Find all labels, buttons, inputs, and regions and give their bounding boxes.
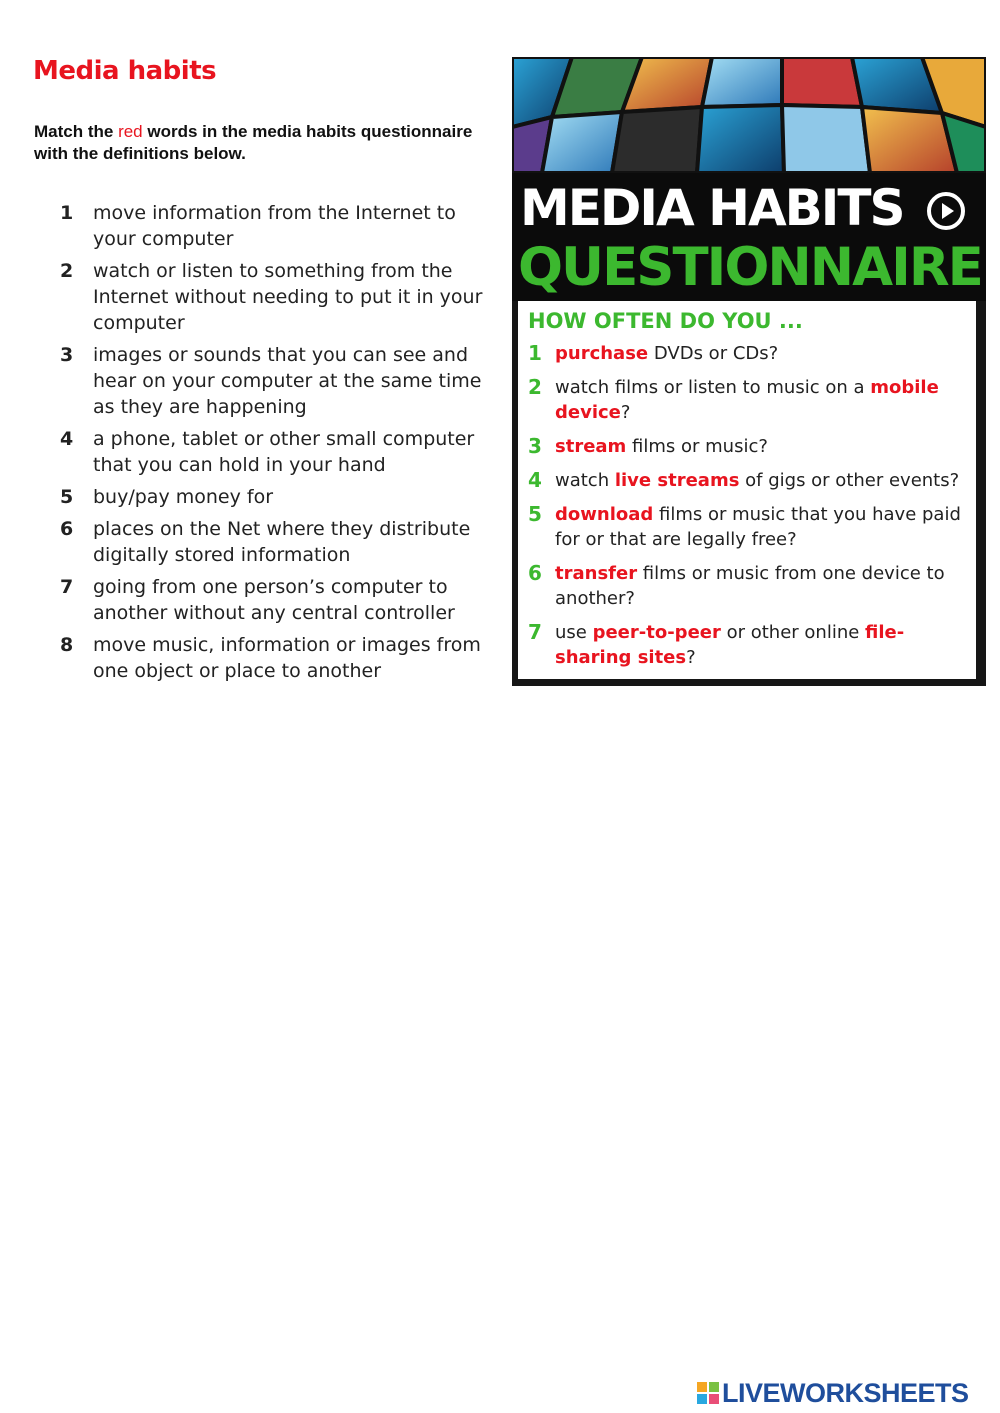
question-keyword: mobile device: [555, 377, 939, 423]
question-text-part: films or music from one device to another?: [555, 563, 945, 609]
question-number: 3: [528, 434, 542, 458]
question-number: 5: [528, 502, 542, 526]
liveworksheets-logo-icon: [697, 1382, 719, 1404]
questions-list: [528, 341, 968, 679]
definition-number: 2: [60, 260, 74, 282]
question-number: 2: [528, 375, 542, 399]
definition-number: 4: [60, 428, 74, 450]
definition-number: 5: [60, 486, 74, 508]
question-item: [528, 502, 968, 552]
definition-text: move music, information or images from one object or place to another: [93, 634, 481, 682]
question-text: [555, 468, 968, 493]
definition-text: a phone, tablet or other small computer that you can hold in your hand: [93, 428, 475, 476]
question-item: [528, 434, 968, 459]
question-text-part: of gigs or other events?: [739, 470, 960, 491]
question-keyword: live streams: [614, 470, 740, 491]
play-icon: [926, 191, 966, 231]
liveworksheets-logo: [697, 1378, 969, 1408]
definition-number: 1: [60, 202, 74, 224]
definition-text: watch or listen to something from the Internet without needing to put it in your computer: [93, 260, 483, 334]
question-item: [528, 620, 968, 670]
question-text-part: films or music?: [626, 436, 768, 457]
question-text: [555, 341, 968, 366]
definition-number: 6: [60, 518, 74, 540]
question-keyword: download: [555, 504, 654, 525]
question-number: 1: [528, 341, 542, 365]
question-item: [528, 468, 968, 493]
definition-number: 7: [60, 576, 74, 598]
question-number: 7: [528, 620, 542, 644]
definition-item: [60, 632, 500, 684]
question-number: 6: [528, 561, 542, 585]
question-text: [555, 620, 968, 670]
question-text-part: DVDs or CDs?: [648, 343, 779, 364]
questions-box: [518, 301, 976, 679]
definition-number: 3: [60, 344, 74, 366]
questionnaire-header: [512, 173, 986, 301]
media-screens-banner-image: [512, 57, 986, 173]
question-keyword: purchase: [555, 343, 649, 364]
questionnaire-heading-line2: QUESTIONNAIRE: [518, 237, 982, 298]
question-item: [528, 561, 968, 611]
question-keyword: file-sharing sites: [555, 622, 905, 668]
definition-text: places on the Net where they distribute digitally stored information: [93, 518, 471, 566]
definition-text: images or sounds that you can see and hear on your computer at the same time as they are happening: [93, 344, 482, 418]
question-text-part: watch films or listen to music on a: [555, 377, 871, 398]
question-number: 4: [528, 468, 542, 492]
instructions-after: words in the media habits questionnaire with the definitions below.: [34, 122, 473, 163]
questionnaire-panel: [512, 57, 986, 686]
question-keyword: stream: [555, 436, 627, 457]
definition-text: going from one person’s computer to another without any central controller: [93, 576, 455, 624]
question-keyword: transfer: [555, 563, 638, 584]
question-keyword: peer-to-peer: [592, 622, 721, 643]
definition-text: move information from the Internet to your computer: [93, 202, 456, 250]
definition-item: [60, 342, 500, 420]
instructions-before: Match the: [34, 122, 119, 141]
question-item: [528, 341, 968, 366]
question-text: [555, 502, 968, 552]
definition-text: buy/pay money for: [93, 486, 274, 508]
definition-item: [60, 484, 500, 510]
definition-item: [60, 200, 500, 252]
question-text: [555, 434, 968, 459]
question-item: [528, 375, 968, 425]
definition-item: [60, 574, 500, 626]
question-text-part: use: [555, 622, 593, 643]
questions-subheading: HOW OFTEN DO YOU ...: [528, 309, 803, 333]
definition-item: [60, 258, 500, 336]
question-text-part: films or music that you have paid for or that are legally free?: [555, 504, 961, 550]
question-text-part: ?: [686, 647, 696, 668]
liveworksheets-logo-text: LIVEWORKSHEETS: [722, 1377, 969, 1408]
instructions-red-word: red: [118, 122, 143, 141]
question-text-part: ?: [620, 402, 631, 423]
question-text: [555, 375, 968, 425]
question-text-part: watch: [555, 470, 615, 491]
instructions: [34, 121, 474, 165]
definitions-list: [60, 200, 500, 690]
question-text: [555, 561, 968, 611]
questionnaire-heading-line1: MEDIA HABITS: [520, 179, 904, 237]
definition-item: [60, 426, 500, 478]
worksheet-title: Media habits: [33, 56, 217, 86]
definition-number: 8: [60, 634, 74, 656]
definition-item: [60, 516, 500, 568]
question-text-part: or other online: [720, 622, 866, 643]
